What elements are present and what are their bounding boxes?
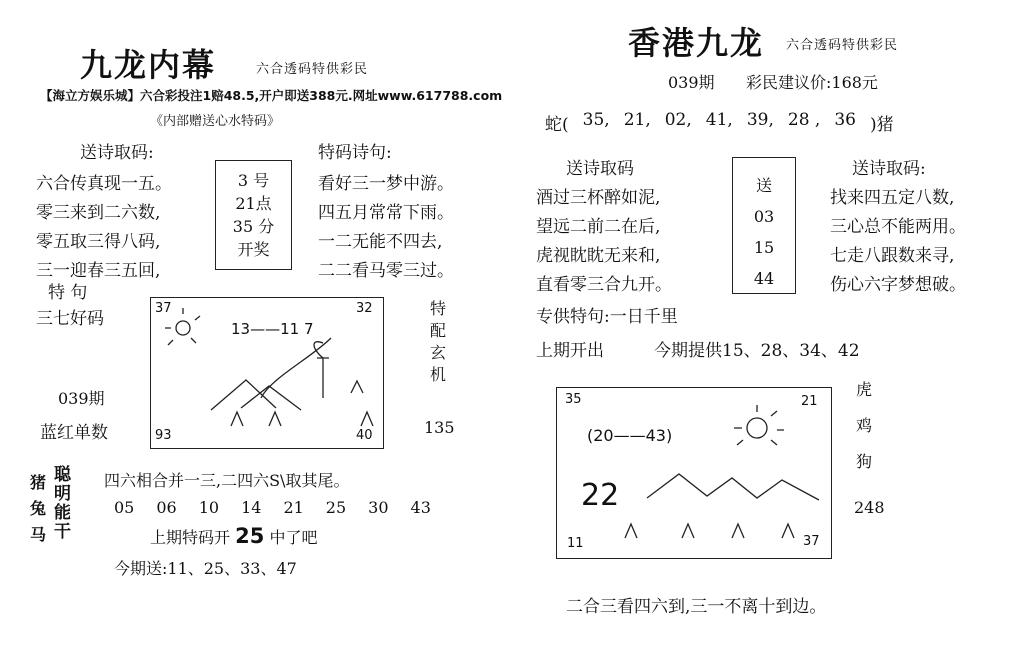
mountain-icon [647, 474, 819, 500]
right-animals [856, 372, 872, 480]
right-poem-heading: 送诗取码 [566, 159, 634, 179]
poem-line: 找来四五定八数, [830, 188, 955, 208]
tree-trunk-icon [261, 338, 331, 398]
right-subtitle: 六合透码特供彩民 [786, 38, 899, 53]
poem-line: 伤心六字梦想破。 [830, 275, 966, 295]
left-title: 九龙内幕 [80, 46, 217, 84]
right-title: 香港九龙 [628, 24, 765, 62]
right-code-heading: 送诗取码: [852, 159, 926, 179]
poem-line: 三一迎春三五回, [36, 261, 161, 281]
poem-line: 三心总不能两用。 [830, 217, 966, 237]
number: 05 [114, 498, 135, 517]
poem-line: 酒过三杯醉如泥, [536, 188, 661, 208]
left-poem-heading: 送诗取码: [80, 143, 154, 163]
drawing-scribble: (20——43) [587, 426, 673, 445]
drawing-num-br: 37 [803, 534, 820, 549]
number: 21, [623, 110, 651, 130]
poem-line: 二二看马零三过。 [318, 261, 454, 281]
side-char: 机 [430, 365, 447, 384]
special-label: 特 句 [48, 283, 88, 303]
snake-suffix: )猪 [869, 115, 894, 135]
drawing-num-tr: 21 [801, 394, 818, 409]
poem-line: 六合传真现一五。 [36, 174, 172, 194]
left-code-poem [318, 170, 454, 286]
snake-prefix: 蛇( [545, 115, 569, 135]
grass-icon [625, 524, 794, 538]
poem-line: 虎视眈眈无来和, [536, 246, 661, 266]
animal: 马 [30, 525, 47, 544]
box-line: 送 [755, 176, 772, 195]
drawing-num-br: 40 [356, 428, 373, 443]
right-this-issue: 今期提供15、28、34、42 [654, 341, 860, 361]
last-issue-prefix: 上期特码开 [150, 528, 231, 547]
last-issue-suffix: 中了吧 [269, 528, 318, 547]
number: 21 [283, 498, 304, 517]
poem-line: 望远二前二在后, [536, 217, 661, 237]
right-special-line: 专供特句:一日千里 [536, 307, 678, 327]
number: 30 [368, 498, 389, 517]
price: 彩民建议价:168元 [746, 73, 878, 92]
number: 06 [156, 498, 177, 517]
left-subtitle: 六合透码特供彩民 [256, 62, 369, 77]
poem-line: 四五月常常下雨。 [318, 203, 454, 223]
number: 43 [410, 498, 431, 517]
smart-char: 明 [54, 484, 71, 504]
poem-line: 零五取三得八码, [36, 232, 161, 252]
number: 36 [834, 110, 856, 130]
last-issue-line [150, 524, 317, 548]
drawing-num-tl: 37 [155, 301, 172, 316]
side-vertical [430, 298, 446, 386]
red-blue-label: 蓝红单数 [40, 423, 108, 443]
num-135: 135 [424, 418, 455, 437]
left-poem [36, 170, 172, 286]
box-line: 21点 [235, 194, 272, 213]
animal: 鸡 [856, 416, 873, 435]
draw-time-box [215, 160, 292, 270]
box-line: 35 分 [232, 217, 275, 236]
drawing-num-tr: 32 [356, 301, 373, 316]
poem-line: 一二无能不四去, [318, 232, 443, 252]
drawing-num-tl: 35 [565, 392, 582, 407]
right-last-issue: 上期开出 [536, 341, 604, 361]
poem-line: 七走八跟数来寻, [830, 246, 955, 266]
hint-line: 四六相合并一三,二四六S\取其尾。 [104, 471, 350, 490]
inner-note: 《内部赠送心水特码》 [150, 114, 281, 129]
right-poem [536, 184, 672, 300]
hint-sketch [557, 388, 831, 558]
drawing-num-bl: 93 [155, 428, 172, 443]
animal: 兔 [30, 499, 47, 518]
smart-char: 能 [54, 503, 71, 523]
snake-row [545, 110, 894, 135]
this-issue-line: 今期送:11、25、33、47 [114, 559, 297, 578]
drawing-num-bl: 11 [567, 536, 584, 551]
left-hint-drawing [150, 297, 384, 449]
poem-line: 直看零三合九开。 [536, 275, 672, 295]
num-248: 248 [854, 498, 885, 517]
right-code-poem [830, 184, 966, 300]
number: 02, [664, 110, 692, 130]
box-line: 44 [753, 269, 775, 288]
box-line: 03 [753, 207, 775, 226]
number: 28 , [787, 110, 821, 130]
gift-numbers-box [732, 157, 796, 294]
smart-char: 干 [54, 522, 71, 542]
animal: 狗 [856, 452, 873, 471]
animal: 猪 [30, 473, 47, 492]
side-char: 配 [430, 321, 447, 340]
number: 25 [325, 498, 347, 517]
last-issue-number: 25 [235, 524, 265, 548]
number: 14 [241, 498, 262, 517]
right-issue: 039期 [668, 73, 715, 92]
poem-line: 零三来到二六数, [36, 203, 161, 223]
side-char: 特 [430, 299, 447, 318]
special-line: 三七好码 [36, 309, 104, 329]
animals-list [30, 470, 46, 548]
sun-icon [747, 418, 767, 438]
right-bottom-line: 二合三看四六到,三一不离十到边。 [566, 597, 827, 617]
number: 35, [582, 110, 610, 130]
numbers-row [114, 498, 431, 517]
left-issue: 039期 [58, 389, 105, 408]
sun-icon [176, 321, 190, 335]
box-line: 15 [753, 238, 775, 257]
grass-icon [231, 412, 373, 426]
number: 10 [198, 498, 220, 517]
drawing-scribble: 13——11 7 [231, 320, 314, 338]
box-line: 开奖 [237, 240, 270, 259]
animal: 虎 [856, 380, 873, 399]
number: 41, [705, 110, 733, 130]
poem-line: 看好三一梦中游。 [318, 174, 454, 194]
right-hint-drawing [556, 387, 832, 559]
smart-vertical [54, 466, 71, 542]
smart-char: 聪 [54, 465, 71, 485]
number: 39, [746, 110, 774, 130]
drawing-num-mid: 22 [581, 478, 620, 513]
ad-banner: 【海立方娱乐城】六合彩投注1赔48.5,开户即送388元.网址www.617788.com [40, 88, 503, 103]
mountain-icon [211, 380, 301, 410]
left-code-heading: 特码诗句: [318, 143, 392, 163]
box-line: 3 号 [237, 171, 270, 190]
side-char: 玄 [430, 343, 447, 362]
